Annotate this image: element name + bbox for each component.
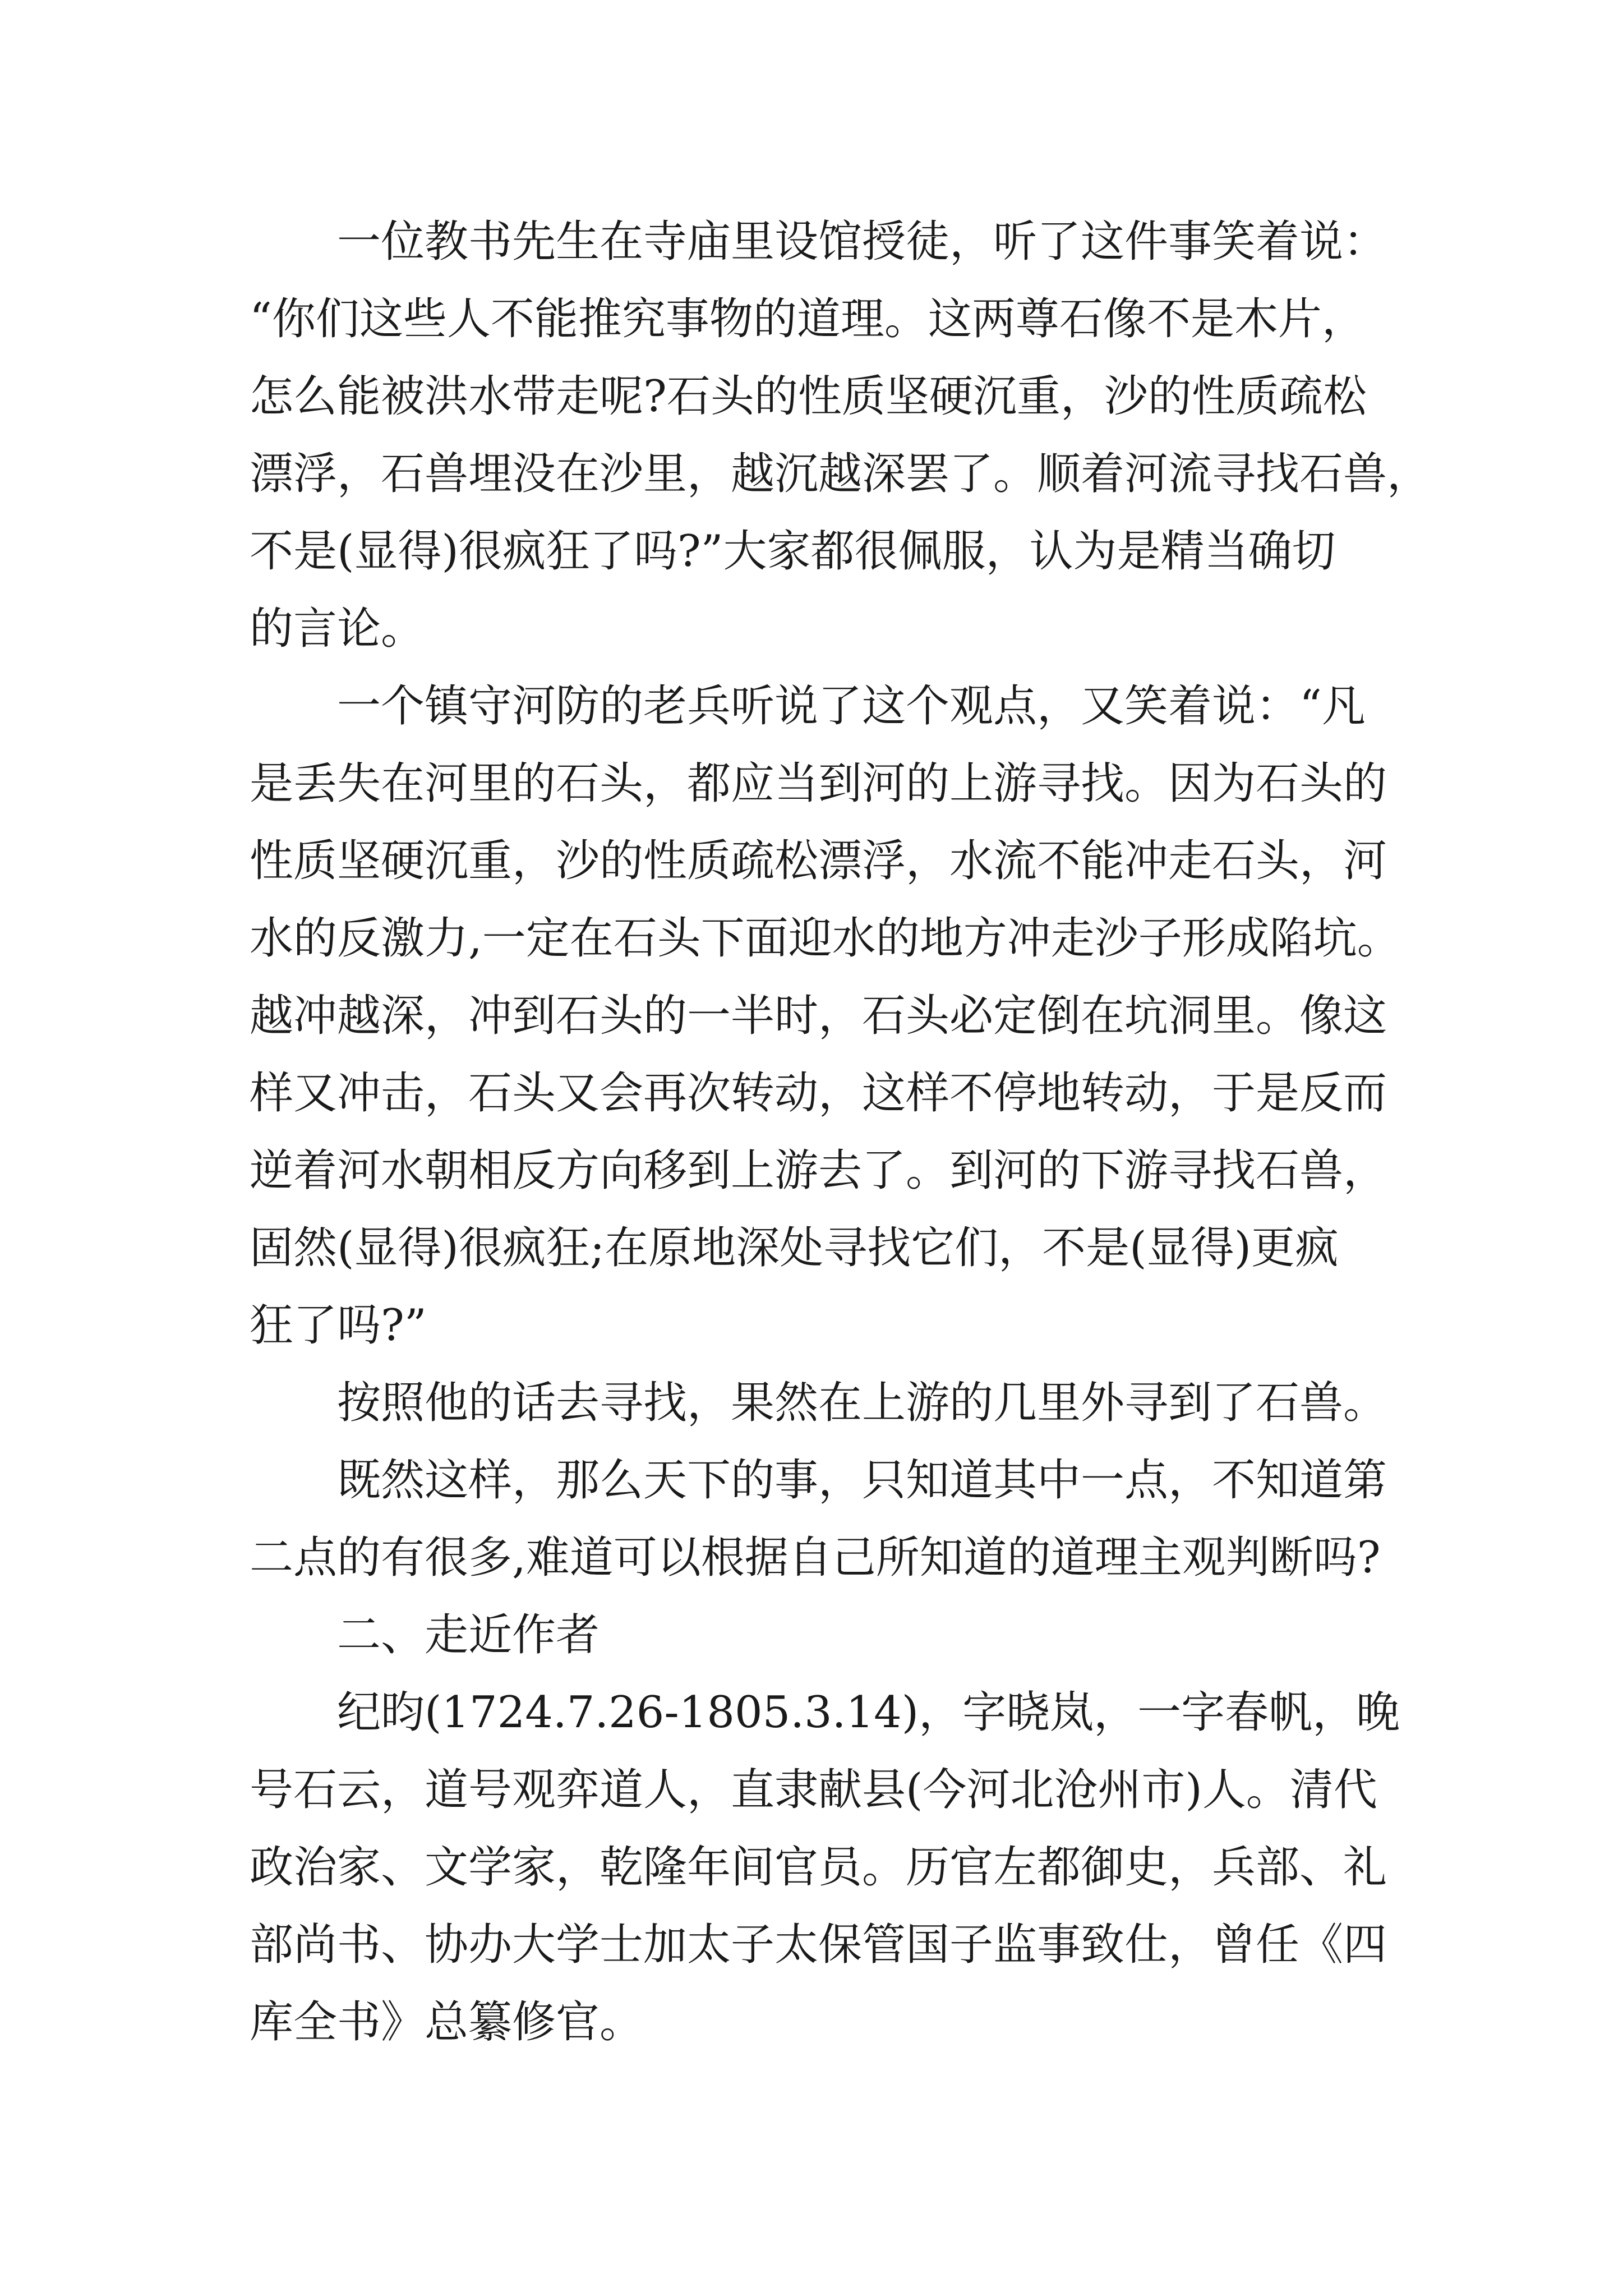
text-line: 狂了吗?” [250,1300,427,1351]
text-line: 的言论。 [250,604,425,654]
text-line: 按照他的话去寻找，果然在上游的几里外寻到了石兽。 [337,1378,1387,1428]
text-line: 怎么能被洪水带走呢?石头的性质坚硬沉重，沙的性质疏松 [250,371,1367,422]
text-line: 纪昀(1724.7.26-1805.3.14)，字晓岚，一字春帆，晚 [337,1687,1400,1738]
text-line: 漂浮，石兽埋没在沙里，越沉越深罢了。顺着河流寻找石兽， [250,449,1431,499]
text-line: 不是(显得)很疯狂了吗?”大家都很佩服，认为是精当确切 [250,526,1336,577]
text-line: 是丢失在河里的石头，都应当到河的上游寻找。因为石头的 [250,758,1387,809]
text-line: 固然(显得)很疯狂;在原地深处寻找它们，不是(显得)更疯 [250,1223,1339,1273]
text-line: 既然这样，那么天下的事，只知道其中一点，不知道第 [337,1455,1387,1506]
text-line: “你们这些人不能推究事物的道理。这两尊石像不是木片， [250,294,1366,344]
text-line: 越冲越深，冲到石头的一半时，石头必定倒在坑洞里。像这 [250,991,1387,1041]
text-line: 性质坚硬沉重，沙的性质疏松漂浮，水流不能冲走石头，河 [250,836,1387,886]
text-line: 部尚书、协办大学士加太子太保管国子监事致仕，曾任《四 [250,1920,1387,1970]
text-line: 一位教书先生在寺庙里设馆授徒，听了这件事笑着说： [337,217,1387,267]
text-line: 号石云，道号观弈道人，直隶献县(今河北沧州市)人。清代 [250,1765,1377,1815]
text-line: 政治家、文学家，乾隆年间官员。历官左都御史，兵部、礼 [250,1842,1387,1893]
text-line: 样又冲击，石头又会再次转动，这样不停地转动，于是反而 [250,1068,1387,1119]
body-text [250,203,1431,2061]
text-line: 二、走近作者 [337,1610,600,1660]
text-line: 一个镇守河防的老兵听说了这个观点，又笑着说：“凡 [337,681,1366,731]
text-line: 水的反激力,一定在石头下面迎水的地方冲走沙子形成陷坑。 [250,913,1401,964]
text-line: 库全书》总纂修官。 [250,1997,644,2047]
text-line: 二点的有很多,难道可以根据自己所知道的道理主观判断吗? [250,1533,1381,1583]
text-line: 逆着河水朝相反方向移到上游去了。到河的下游寻找石兽， [250,1145,1387,1196]
